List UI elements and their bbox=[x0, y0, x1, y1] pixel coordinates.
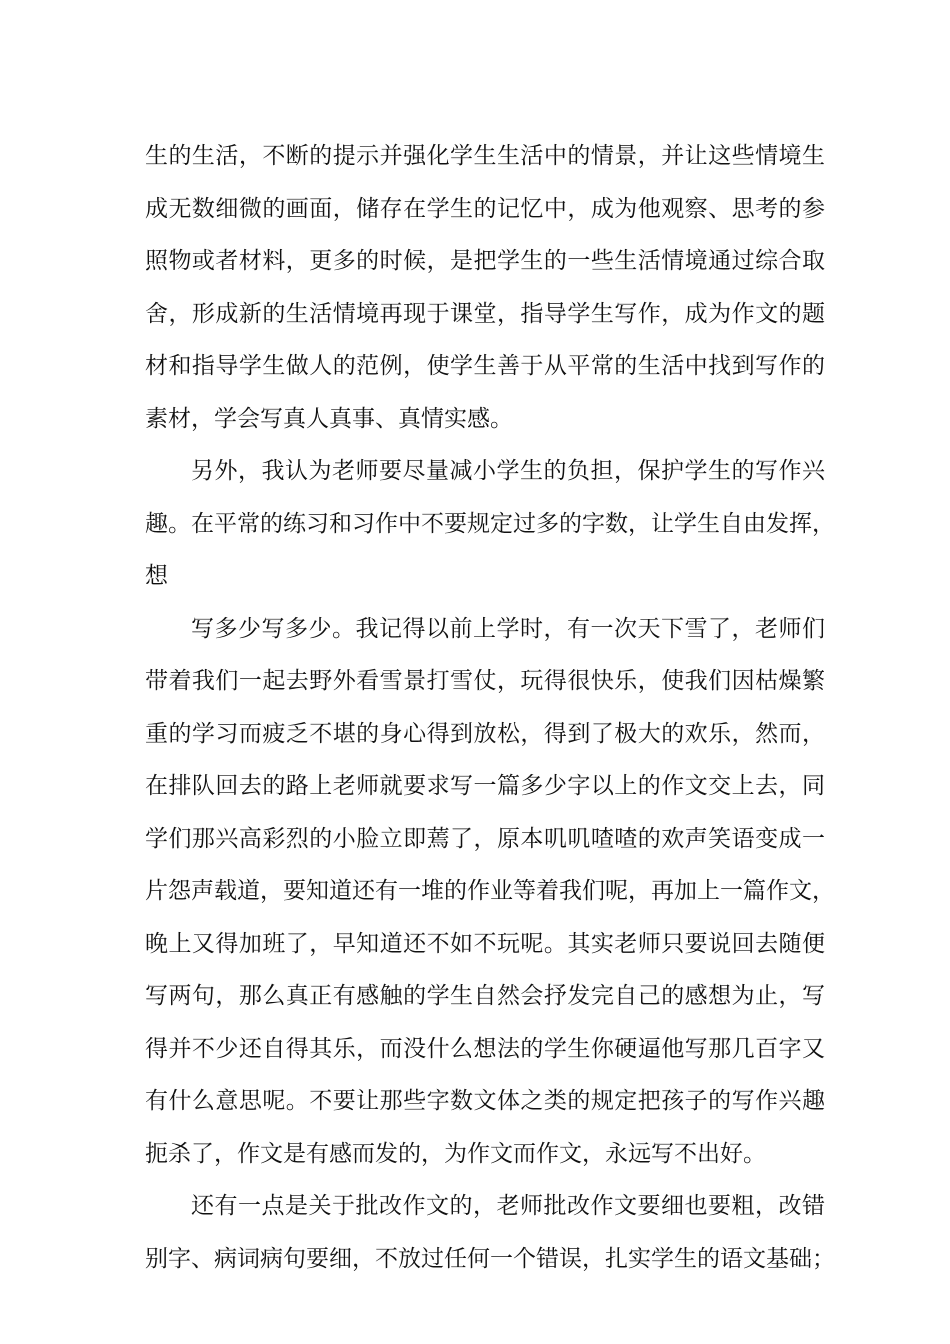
text-line: 片怨声载道，要知道还有一堆的作业等着我们呢，再加上一篇作文， bbox=[145, 878, 835, 904]
text-line: 别字、病词病句要细，不放过任何一个错误，扎实学生的语文基础； bbox=[145, 1245, 835, 1272]
text-line: 扼杀了，作文是有感而发的，为作文而作文，永远写不出好。 bbox=[145, 1140, 766, 1167]
text-line: 写多少写多少。我记得以前上学时，有一次天下雪了，老师们 bbox=[191, 615, 825, 642]
text-line: 生的生活，不断的提示并强化学生生活中的情景，并让这些情境生 bbox=[145, 143, 825, 169]
text-line: 写两句，那么真正有感触的学生自然会抒发完自己的感想为止，写 bbox=[145, 983, 825, 1009]
text-line: 舍，形成新的生活情境再现于课堂，指导学生写作，成为作文的题 bbox=[145, 300, 825, 327]
text-line: 素材，学会写真人真事、真情实感。 bbox=[145, 405, 513, 432]
text-line: 成无数细微的画面，储存在学生的记忆中，成为他观察、思考的参 bbox=[145, 195, 825, 222]
text-line: 想 bbox=[145, 563, 168, 589]
text-line: 照物或者材料，更多的时候，是把学生的一些生活情境通过综合取 bbox=[145, 248, 825, 274]
body-text bbox=[145, 130, 835, 1285]
text-line: 在排队回去的路上老师就要求写一篇多少字以上的作文交上去，同 bbox=[145, 773, 825, 799]
text-line: 重的学习而疲乏不堪的身心得到放松，得到了极大的欢乐，然而， bbox=[145, 720, 825, 747]
text-line: 有什么意思呢。不要让那些字数文体之类的规定把孩子的写作兴趣 bbox=[145, 1088, 825, 1114]
text-line: 另外，我认为老师要尽量减小学生的负担，保护学生的写作兴 bbox=[191, 458, 825, 484]
text-line: 得并不少还自得其乐，而没什么想法的学生你硬逼他写那几百字又 bbox=[145, 1035, 825, 1062]
text-line: 趣。在平常的练习和习作中不要规定过多的字数，让学生自由发挥， bbox=[145, 510, 835, 537]
text-line: 材和指导学生做人的范例，使学生善于从平常的生活中找到写作的 bbox=[145, 353, 825, 379]
text-line: 学们那兴高彩烈的小脸立即蔫了，原本叽叽喳喳的欢声笑语变成一 bbox=[145, 825, 825, 852]
text-line: 带着我们一起去野外看雪景打雪仗，玩得很快乐，使我们因枯燥繁 bbox=[145, 668, 825, 694]
text-line: 还有一点是关于批改作文的，老师批改作文要细也要粗，改错 bbox=[191, 1193, 825, 1219]
text-line: 晚上又得加班了，早知道还不如不玩呢。其实老师只要说回去随便 bbox=[145, 930, 825, 957]
